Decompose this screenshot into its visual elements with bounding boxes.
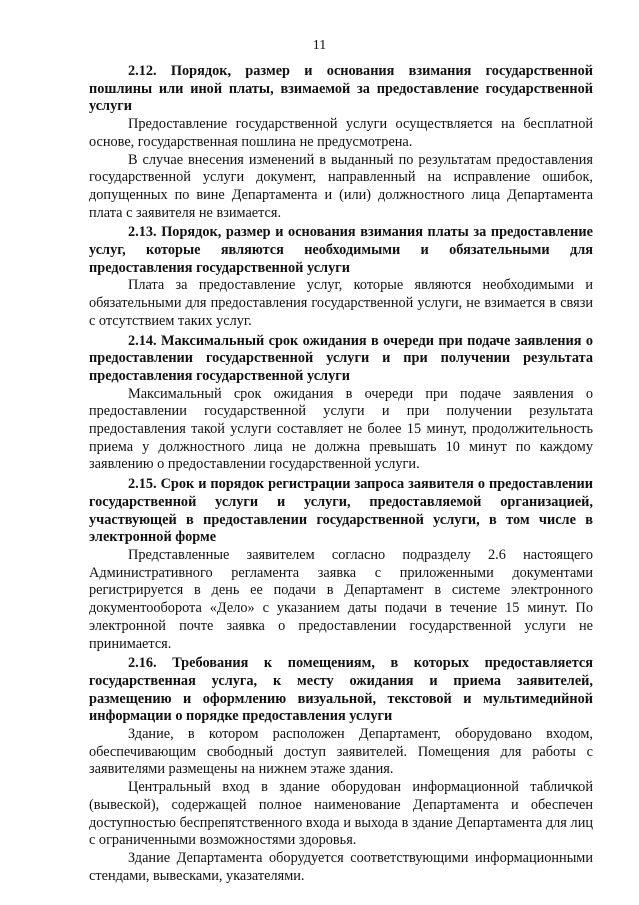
paragraph: Представленные заявителем согласно подразделу 2.6 настоящего Административного регламента заявка с приложенными документами регистрируется в день ее подачи в Департамент в системе электронного документооборота «Дело» с указанием даты подачи в течение 15 минут. По электронной почте заявка о предоставлении государственной услуги не принимается.	[89, 546, 593, 652]
section-heading-2-16: 2.16. Требования к помещениям, в которых предоставляется государственная услуга, к месту ожидания и приема заявителей, размещению и оформлению визуальной, текстовой и мультимедийной информации о порядке предоставления услуги	[89, 655, 593, 725]
page-number: 11	[312, 38, 327, 53]
paragraph: Максимальный срок ожидания в очереди при подаче заявления о предоставлении государственной услуги и при получении результата предоставления такой услуги составляет не более 15 минут, продолжительность приема у должностного лица не должна превышать 10 минут по каждому заявлению о предоставлении государственной услуги.	[89, 385, 593, 473]
section-heading-2-12: 2.12. Порядок, размер и основания взимания государственной пошлины или иной платы, взимаемой за предоставление государственной услуги	[89, 63, 593, 115]
paragraph: Плата за предоставление услуг, которые являются необходимыми и обязательными для предоставления государственной услуги, не взимается в связи с отсутствием таких услуг.	[89, 277, 593, 329]
paragraph: Здание Департамента оборудуется соответствующими информационными стендами, вывесками, указателями.	[89, 849, 593, 884]
paragraph: В случае внесения изменений в выданный по результатам предоставления государственной услуги документ, направленный на исправление ошибок, допущенных по вине Департамента и (или) должностного лица Департамента плата с заявителя не взимается.	[89, 151, 593, 221]
section-heading-2-13: 2.13. Порядок, размер и основания взимания платы за предоставление услуг, которые являются необходимыми и обязательными для предоставления государственной услуги	[89, 224, 593, 276]
paragraph: Центральный вход в здание оборудован информационной табличкой (вывеской), содержащей полное наименование Департамента и обеспечен доступностью беспрепятственного входа и выхода в здание Департамента для лиц с ограниченными возможностями здоровья.	[89, 779, 593, 849]
document-body	[89, 62, 593, 885]
paragraph: Предоставление государственной услуги осуществляется на бесплатной основе, государственная пошлина не предусмотрена.	[89, 116, 593, 150]
paragraph: Здание, в котором расположен Департамент, оборудовано входом, обеспечивающим свободный доступ заявителей. Помещения для работы с заявителями размещены на нижнем этаже здания.	[89, 726, 593, 778]
section-heading-2-14: 2.14. Максимальный срок ожидания в очереди при подаче заявления о предоставлении государственной услуги и при получении результата предоставления государственной услуги	[89, 332, 593, 384]
section-heading-2-15: 2.15. Срок и порядок регистрации запроса заявителя о предоставлении государственной услуги и услуги, предоставляемой организацией, участвующей в предоставлении государственной услуги, в том числе в электронной форме	[89, 476, 593, 546]
